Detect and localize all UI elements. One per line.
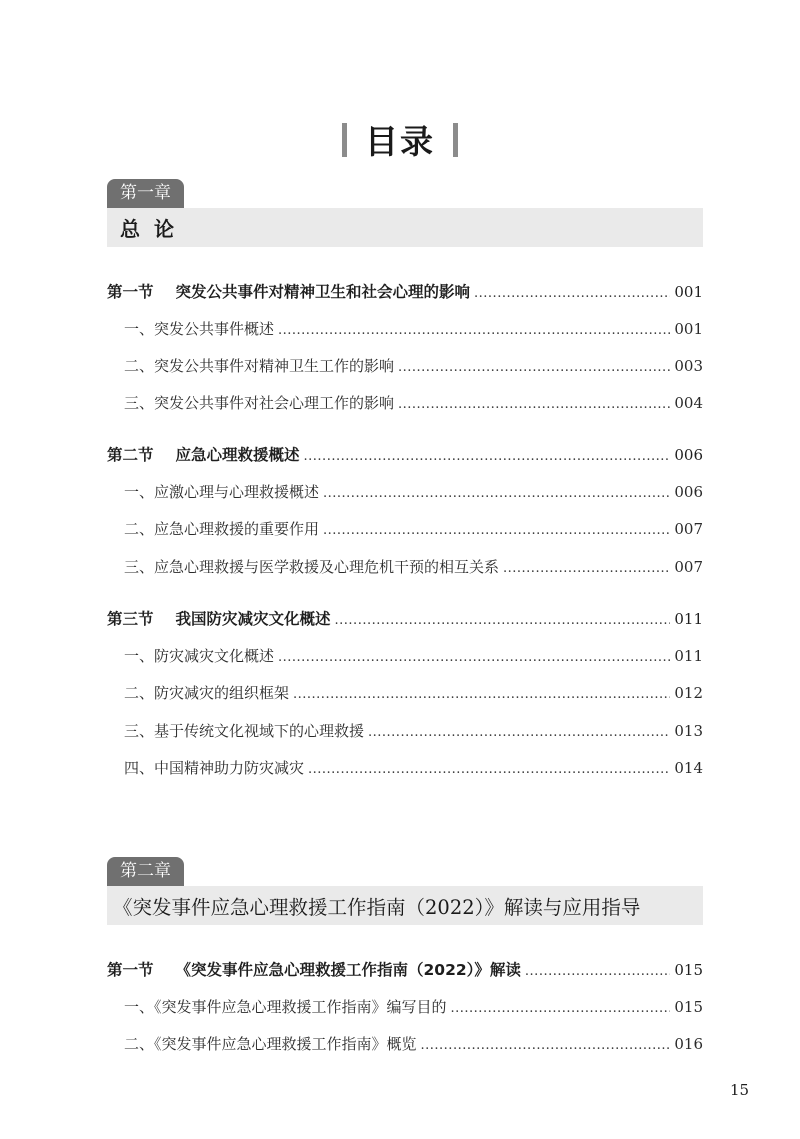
page-number: 006	[674, 446, 703, 464]
toc-section[interactable]	[107, 607, 703, 629]
footer-page-number: 15	[730, 1081, 750, 1099]
page-number: 001	[674, 320, 703, 338]
chapter-1-header	[107, 208, 703, 247]
toc-item[interactable]	[124, 318, 703, 339]
title-left-bar	[342, 123, 347, 157]
page-number: 015	[674, 961, 703, 979]
dot-leader	[293, 687, 670, 702]
chapter-1-title: 总论	[120, 217, 188, 241]
item-title: 三、突发公共事件对社会心理工作的影响	[124, 394, 395, 412]
section-label: 第一节	[107, 961, 154, 979]
page-number: 011	[674, 610, 703, 628]
page-number: 012	[674, 684, 703, 702]
dot-leader	[451, 1001, 671, 1016]
page-title-block	[0, 116, 800, 163]
toc-item[interactable]	[124, 392, 703, 413]
toc-item[interactable]	[124, 645, 703, 666]
dot-leader	[323, 523, 670, 538]
page-number: 007	[674, 558, 703, 576]
dot-leader	[278, 650, 670, 665]
item-title: 二、《突发事件应急心理救援工作指南》概览	[124, 1035, 417, 1053]
toc-section[interactable]	[107, 958, 703, 980]
item-title: 一、《突发事件应急心理救援工作指南》编写目的	[124, 998, 447, 1016]
page-number: 004	[674, 394, 703, 412]
page-number: 011	[674, 647, 703, 665]
page-number: 001	[674, 283, 703, 301]
page-number: 015	[674, 998, 703, 1016]
title-right-bar	[453, 123, 458, 157]
item-title: 一、应激心理与心理救援概述	[124, 483, 320, 501]
page-number: 003	[674, 357, 703, 375]
page-number: 013	[674, 722, 703, 740]
dot-leader	[335, 613, 671, 628]
item-title: 三、基于传统文化视域下的心理救援	[124, 722, 365, 740]
item-title: 二、防灾减灾的组织框架	[124, 684, 290, 702]
dot-leader	[308, 762, 670, 777]
page-number: 014	[674, 759, 703, 777]
section-title: 突发公共事件对精神卫生和社会心理的影响	[175, 283, 471, 301]
dot-leader	[525, 964, 670, 979]
section-title: 我国防灾减灾文化概述	[175, 610, 331, 628]
section-title: 《突发事件应急心理救援工作指南（2022）》解读	[175, 961, 521, 979]
dot-leader	[474, 286, 670, 301]
section-label: 第二节	[107, 446, 154, 464]
item-title: 二、突发公共事件对精神卫生工作的影响	[124, 357, 395, 375]
toc-item[interactable]	[124, 720, 703, 741]
dot-leader	[398, 360, 670, 375]
toc-item[interactable]	[124, 481, 703, 502]
section-label: 第一节	[107, 283, 154, 301]
chapter-2-title: 《突发事件应急心理救援工作指南（2022）》解读与应用指导	[113, 895, 641, 919]
page-number: 006	[674, 483, 703, 501]
page-title: 目录	[365, 122, 435, 161]
dot-leader	[278, 323, 670, 338]
dot-leader	[398, 397, 670, 412]
item-title: 一、突发公共事件概述	[124, 320, 275, 338]
toc-item[interactable]	[124, 757, 703, 778]
page-number: 007	[674, 520, 703, 538]
page-number: 016	[674, 1035, 703, 1053]
dot-leader	[323, 486, 670, 501]
item-title: 一、防灾减灾文化概述	[124, 647, 275, 665]
toc-item[interactable]	[124, 682, 703, 703]
chapter-2-tab: 第二章	[107, 857, 184, 886]
dot-leader	[368, 725, 670, 740]
section-title: 应急心理救援概述	[175, 446, 300, 464]
toc-item[interactable]	[124, 355, 703, 376]
section-label: 第三节	[107, 610, 154, 628]
item-title: 三、应急心理救援与医学救援及心理危机干预的相互关系	[124, 558, 500, 576]
toc-item[interactable]	[124, 518, 703, 539]
item-title: 二、应急心理救援的重要作用	[124, 520, 320, 538]
toc-item[interactable]	[124, 556, 703, 577]
toc-item[interactable]	[124, 996, 703, 1017]
item-title: 四、中国精神助力防灾减灾	[124, 759, 305, 777]
dot-leader	[421, 1038, 671, 1053]
toc-section[interactable]	[107, 443, 703, 465]
toc-item[interactable]	[124, 1033, 703, 1054]
dot-leader	[304, 449, 671, 464]
chapter-2-header	[107, 886, 703, 925]
toc-section[interactable]	[107, 280, 703, 302]
chapter-1-tab: 第一章	[107, 179, 184, 208]
dot-leader	[503, 561, 670, 576]
